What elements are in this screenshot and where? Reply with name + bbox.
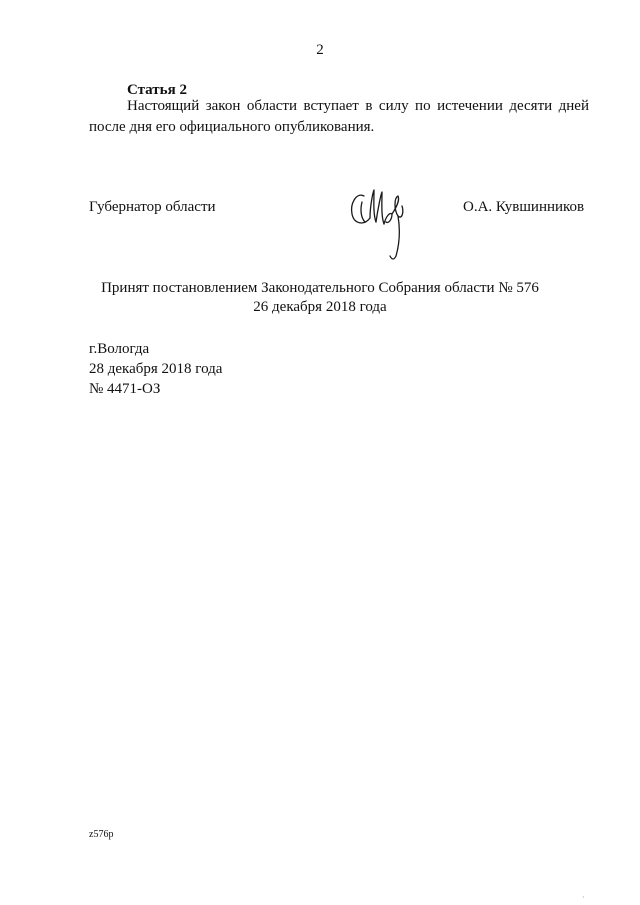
signing-date: 28 декабря 2018 года <box>89 361 223 377</box>
article-title: Статья 2 <box>127 82 187 98</box>
governor-position: Губернатор области <box>89 199 216 215</box>
article-body-text: Настоящий закон области вступает в силу по истечении десяти дней после дня его официального опубликования. <box>89 98 589 135</box>
adoption-date: 26 декабря 2018 года <box>253 299 387 315</box>
document-code: z576p <box>89 829 114 840</box>
law-number: № 4471-ОЗ <box>89 381 161 397</box>
governor-name: О.А. Кувшинников <box>463 199 585 215</box>
article-body <box>89 96 589 138</box>
place: г.Вологда <box>89 341 150 357</box>
page-number: 2 <box>316 42 324 58</box>
corner-mark: · <box>582 893 585 902</box>
adoption-statement: Принят постановлением Законодательного Собрания области № 576 <box>101 280 539 296</box>
handwritten-signature <box>346 182 414 262</box>
